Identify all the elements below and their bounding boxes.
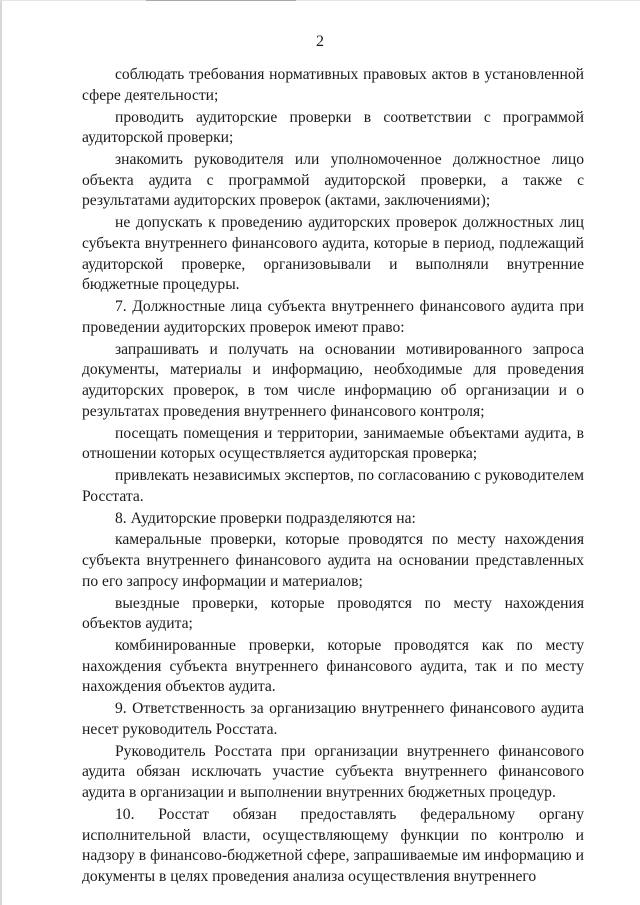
scan-top-border [0,0,640,1]
paragraph: соблюдать требования нормативных правовых актов в установленной сфере деятельности; [82,66,584,104]
paragraph: 9. Ответственность за организацию внутреннего финансового аудита несет руководитель Росстата. [82,700,584,738]
paragraph: знакомить руководителя или уполномоченное должностное лицо объекта аудита с программой аудиторской проверки, а также с результатами аудиторских проверок (актами, заключениями); [82,151,584,210]
paragraph: проводить аудиторские проверки в соответствии с программой аудиторской проверки; [82,108,584,147]
paragraph: комбинированные проверки, которые проводятся как по месту нахождения субъекта внутреннего финансового аудита, так и по месту нахождения объектов аудита. [82,637,584,696]
paragraph: посещать помещения и территории, занимаемые объектами аудита, в отношении которых осуществляется аудиторская проверка; [82,424,584,463]
paragraph: не допускать к проведению аудиторских проверок должностных лиц субъекта внутреннего финансового аудита, которые в период, подлежащий аудиторской проверке, организовывали и выполняли внутренние бюджетные процедуры. [82,214,584,294]
page-number: 2 [316,33,324,50]
paragraph: Руководитель Росстата при организации внутреннего финансового аудита обязан исключать участие субъекта внутреннего финансового аудита в организации и выполнении внутренних бюджетных процедур. [82,742,584,802]
paragraph: выездные проверки, которые проводятся по месту нахождения объектов аудита; [82,594,584,633]
paragraph: камеральные проверки, которые проводятся по месту нахождения субъекта внутреннего финансового аудита на основании представленных по его запросу информации и материалов; [82,531,584,590]
scan-border [0,0,2,905]
paragraph: 7. Должностные лица субъекта внутреннего финансового аудита при проведении аудиторских проверок имеют право: [82,298,584,336]
top-rule [146,0,296,1]
paragraph: привлекать независимых экспертов, по согласованию с руководителем Росстата. [82,467,584,505]
paragraph: 8. Аудиторские проверки подразделяются на: [115,509,416,527]
paragraph: 10. Росстат обязан предоставлять федеральному органу исполнительной власти, осуществляющему функции по контролю и надзору в финансово-бюджетной сфере, запрашиваемые им информацию и документы в целях проведения анализа осуществления внутреннего [82,805,584,886]
document-body [82,65,584,889]
paragraph: запрашивать и получать на основании мотивированного запроса документы, материалы и информацию, необходимые для проведения аудиторских проверок, в том числе информацию об организации и о результатах проведения внутреннего финансового контроля; [82,340,584,420]
